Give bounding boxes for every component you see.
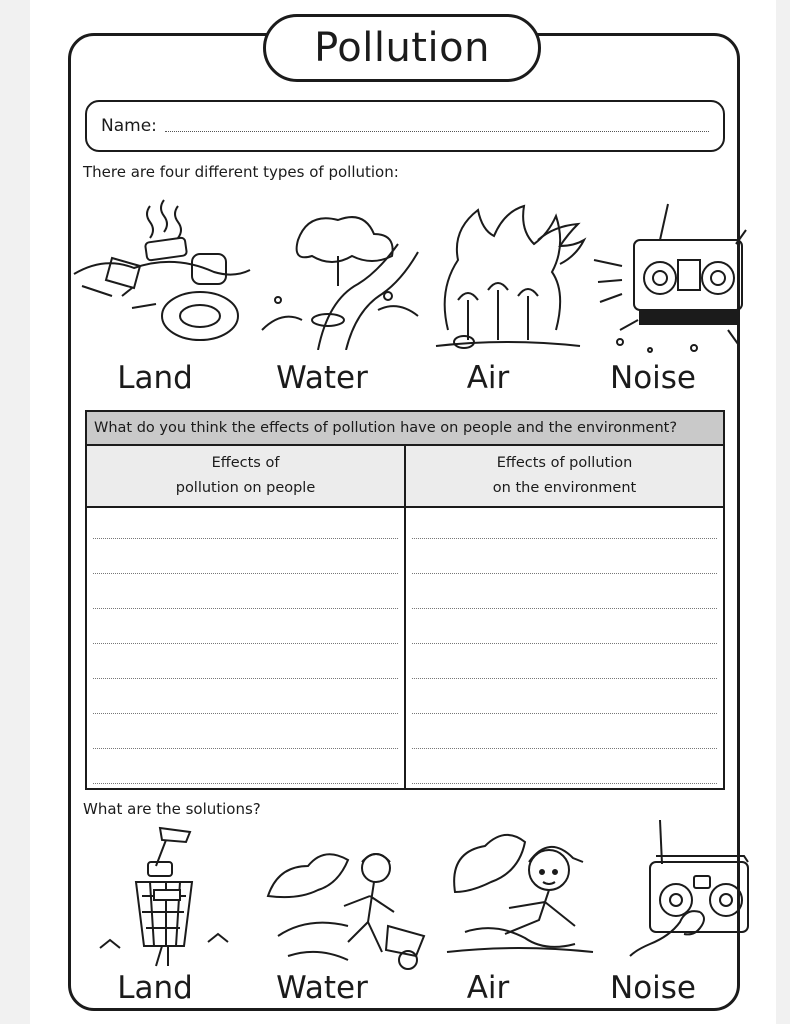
page-title: Pollution [263,14,541,82]
solution-label-noise: Noise [610,970,696,1006]
writing-line[interactable] [93,573,398,574]
writing-line[interactable] [412,678,717,679]
writing-line[interactable] [412,783,717,784]
writing-line[interactable] [412,748,717,749]
litter-pile-icon [72,196,252,346]
environment-answer-column[interactable] [404,508,723,790]
header-people-line2: pollution on people [175,480,316,496]
writing-line[interactable] [412,713,717,714]
name-field-box [85,100,725,152]
type-label-land: Land [117,360,193,396]
writing-line[interactable] [93,643,398,644]
effects-table [85,410,725,790]
header-people-line1: Effects of [211,455,280,472]
writing-line[interactable] [93,713,398,714]
solution-label-land: Land [117,970,193,1006]
polluted-stream-icon [258,200,428,350]
writing-line[interactable] [93,608,398,609]
writing-line[interactable] [412,643,717,644]
solutions-prompt: What are the solutions? [83,800,261,818]
header-env-line1: Effects of pollution [496,455,633,472]
name-label: Name: [101,116,157,136]
type-label-water: Water [276,360,368,396]
writing-line[interactable] [412,608,717,609]
people-answer-column[interactable] [87,508,404,790]
writing-line[interactable] [93,783,398,784]
worksheet-page [30,0,776,1024]
header-env-line2: on the environment [492,480,637,496]
writing-line[interactable] [93,678,398,679]
burning-trees-icon [428,200,588,350]
solution-label-water: Water [276,970,368,1006]
radio-knob-icon [626,816,756,966]
name-input-line[interactable] [165,130,709,132]
header-effects-on-environment [404,446,723,506]
loud-radio-icon [590,200,755,355]
intro-text: There are four different types of pollution: [83,163,399,181]
type-label-air: Air [466,360,510,396]
table-body-row [87,508,723,790]
solution-label-air: Air [466,970,510,1006]
litter-bin-icon [96,822,236,967]
planting-kid-icon [445,822,595,970]
type-label-noise: Noise [610,360,696,396]
header-effects-on-people [87,446,404,506]
writing-line[interactable] [93,538,398,539]
table-header-row [87,446,723,508]
writing-line[interactable] [93,748,398,749]
writing-line[interactable] [412,573,717,574]
writing-line[interactable] [412,538,717,539]
table-question: What do you think the effects of pollution have on people and the environment? [87,412,723,446]
watering-kid-icon [258,836,438,971]
